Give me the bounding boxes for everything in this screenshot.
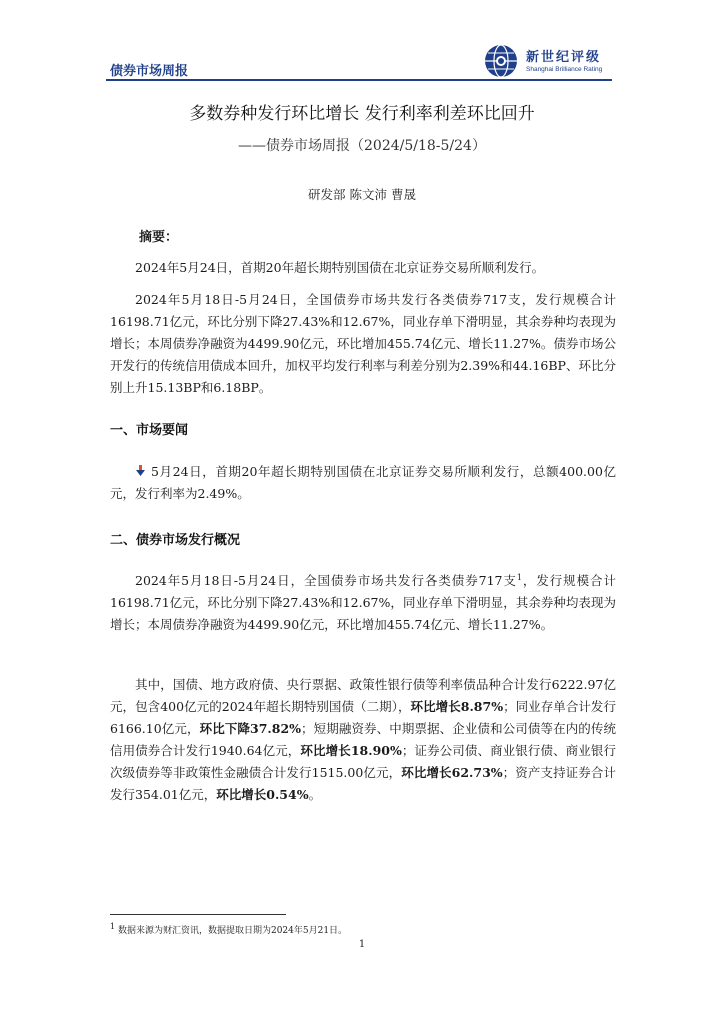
- abstract-label: 摘要：: [139, 230, 179, 245]
- logo-english-name: Shanghai Brilliance Rating: [526, 66, 603, 73]
- ncd-decline: 环比下降37.82%: [199, 721, 302, 736]
- overview-p1-text-a: 2024年5月18日-5月24日，全国债券市场共发行各类债券717支: [135, 573, 517, 588]
- footnote-divider: [110, 914, 286, 915]
- overview-p2-text-3: ；短期融资券、中期票据、企业债和公司债等在内的传统信用债券合计发行1940.64亿元，: [110, 721, 616, 758]
- abs-growth: 环比增长0.54%: [216, 787, 309, 802]
- section-heading-issuance-overview: 二、债券市场发行概况: [110, 533, 241, 548]
- overview-paragraph-2: [110, 674, 616, 806]
- overview-p2-text-4: ；证券公司债、商业银行债、商业银行次级债券等非政策性金融债合计发行1515.00亿元，: [110, 743, 616, 780]
- section-heading-market-news: 一、市场要闻: [110, 423, 189, 438]
- report-series-title: 债券市场周报: [110, 64, 189, 79]
- document-subtitle: ——债券市场周报（2024/5/18-5/24）: [238, 138, 486, 154]
- arrow-bullet-icon: [135, 465, 147, 477]
- market-news-text: 5月24日，首期20年超长期特别国债在北京证券交易所顺利发行，总额400.00亿元，发行利率为2.49%。: [110, 464, 616, 501]
- page-number: 1: [358, 939, 366, 950]
- financial-bond-growth: 环比增长62.73%: [401, 765, 503, 780]
- overview-p2-text-5: ；资产支持证券合计发行354.01亿元，: [110, 765, 616, 802]
- rate-bond-growth: 环比增长8.87%: [410, 699, 504, 714]
- logo-globe-icon: [484, 44, 518, 78]
- credit-bond-growth: 环比增长18.90%: [300, 743, 402, 758]
- footnote-number: 1: [110, 922, 116, 931]
- document-title: 多数券种发行环比增长 发行利率利差环比回升: [189, 104, 535, 124]
- overview-p1-text-b: ，发行规模合计16198.71亿元，环比分别下降27.43%和12.67%，同业存单下滑明显，其余券种均表现为增长；本周债券净融资为4499.90亿元，环比增加455.74亿元、增长11.27%。: [110, 573, 616, 632]
- overview-p2-text-6: 。: [308, 787, 322, 802]
- overview-p2-text-1: 其中，国债、地方政府债、央行票据、政策性银行债等利率债品种合计发行6222.97亿元，包含400亿元的2024年超长期特别国债（二期），: [110, 677, 616, 714]
- footnote-ref: 1: [516, 572, 522, 582]
- abstract-paragraph-1: 2024年5月24日，首期20年超长期特别国债在北京证券交易所顺利发行。: [135, 260, 545, 275]
- footnote: [110, 923, 347, 936]
- footnote-text: 数据来源为财汇资讯，数据提取日期为2024年5月21日。: [117, 926, 348, 936]
- abstract-paragraph-2: 2024年5月18日-5月24日，全国债券市场共发行各类债券717支，发行规模合计16198.71亿元，环比分别下降27.43%和12.67%，同业存单下滑明显，其余券种均表现为增长；本周债券净融资为4499.90亿元，环比增加455.74亿元、增长11.27%。债券市场公开发行的传统信用债成本回升，加权平均发行利率与利差分别为2.39%和44.16BP、环比分别上升15.13BP和6.18BP。: [110, 292, 616, 395]
- header-divider: [106, 79, 612, 81]
- logo-chinese-name: 新世纪评级: [526, 50, 602, 65]
- overview-paragraph-1: [110, 570, 616, 636]
- market-news-bullet: [110, 461, 616, 505]
- overview-p2-text-2: ；同业存单合计发行6166.10亿元，: [110, 699, 616, 736]
- authors-line: 研发部 陈文沛 曹晟: [308, 187, 416, 202]
- brand-logo: [484, 44, 724, 84]
